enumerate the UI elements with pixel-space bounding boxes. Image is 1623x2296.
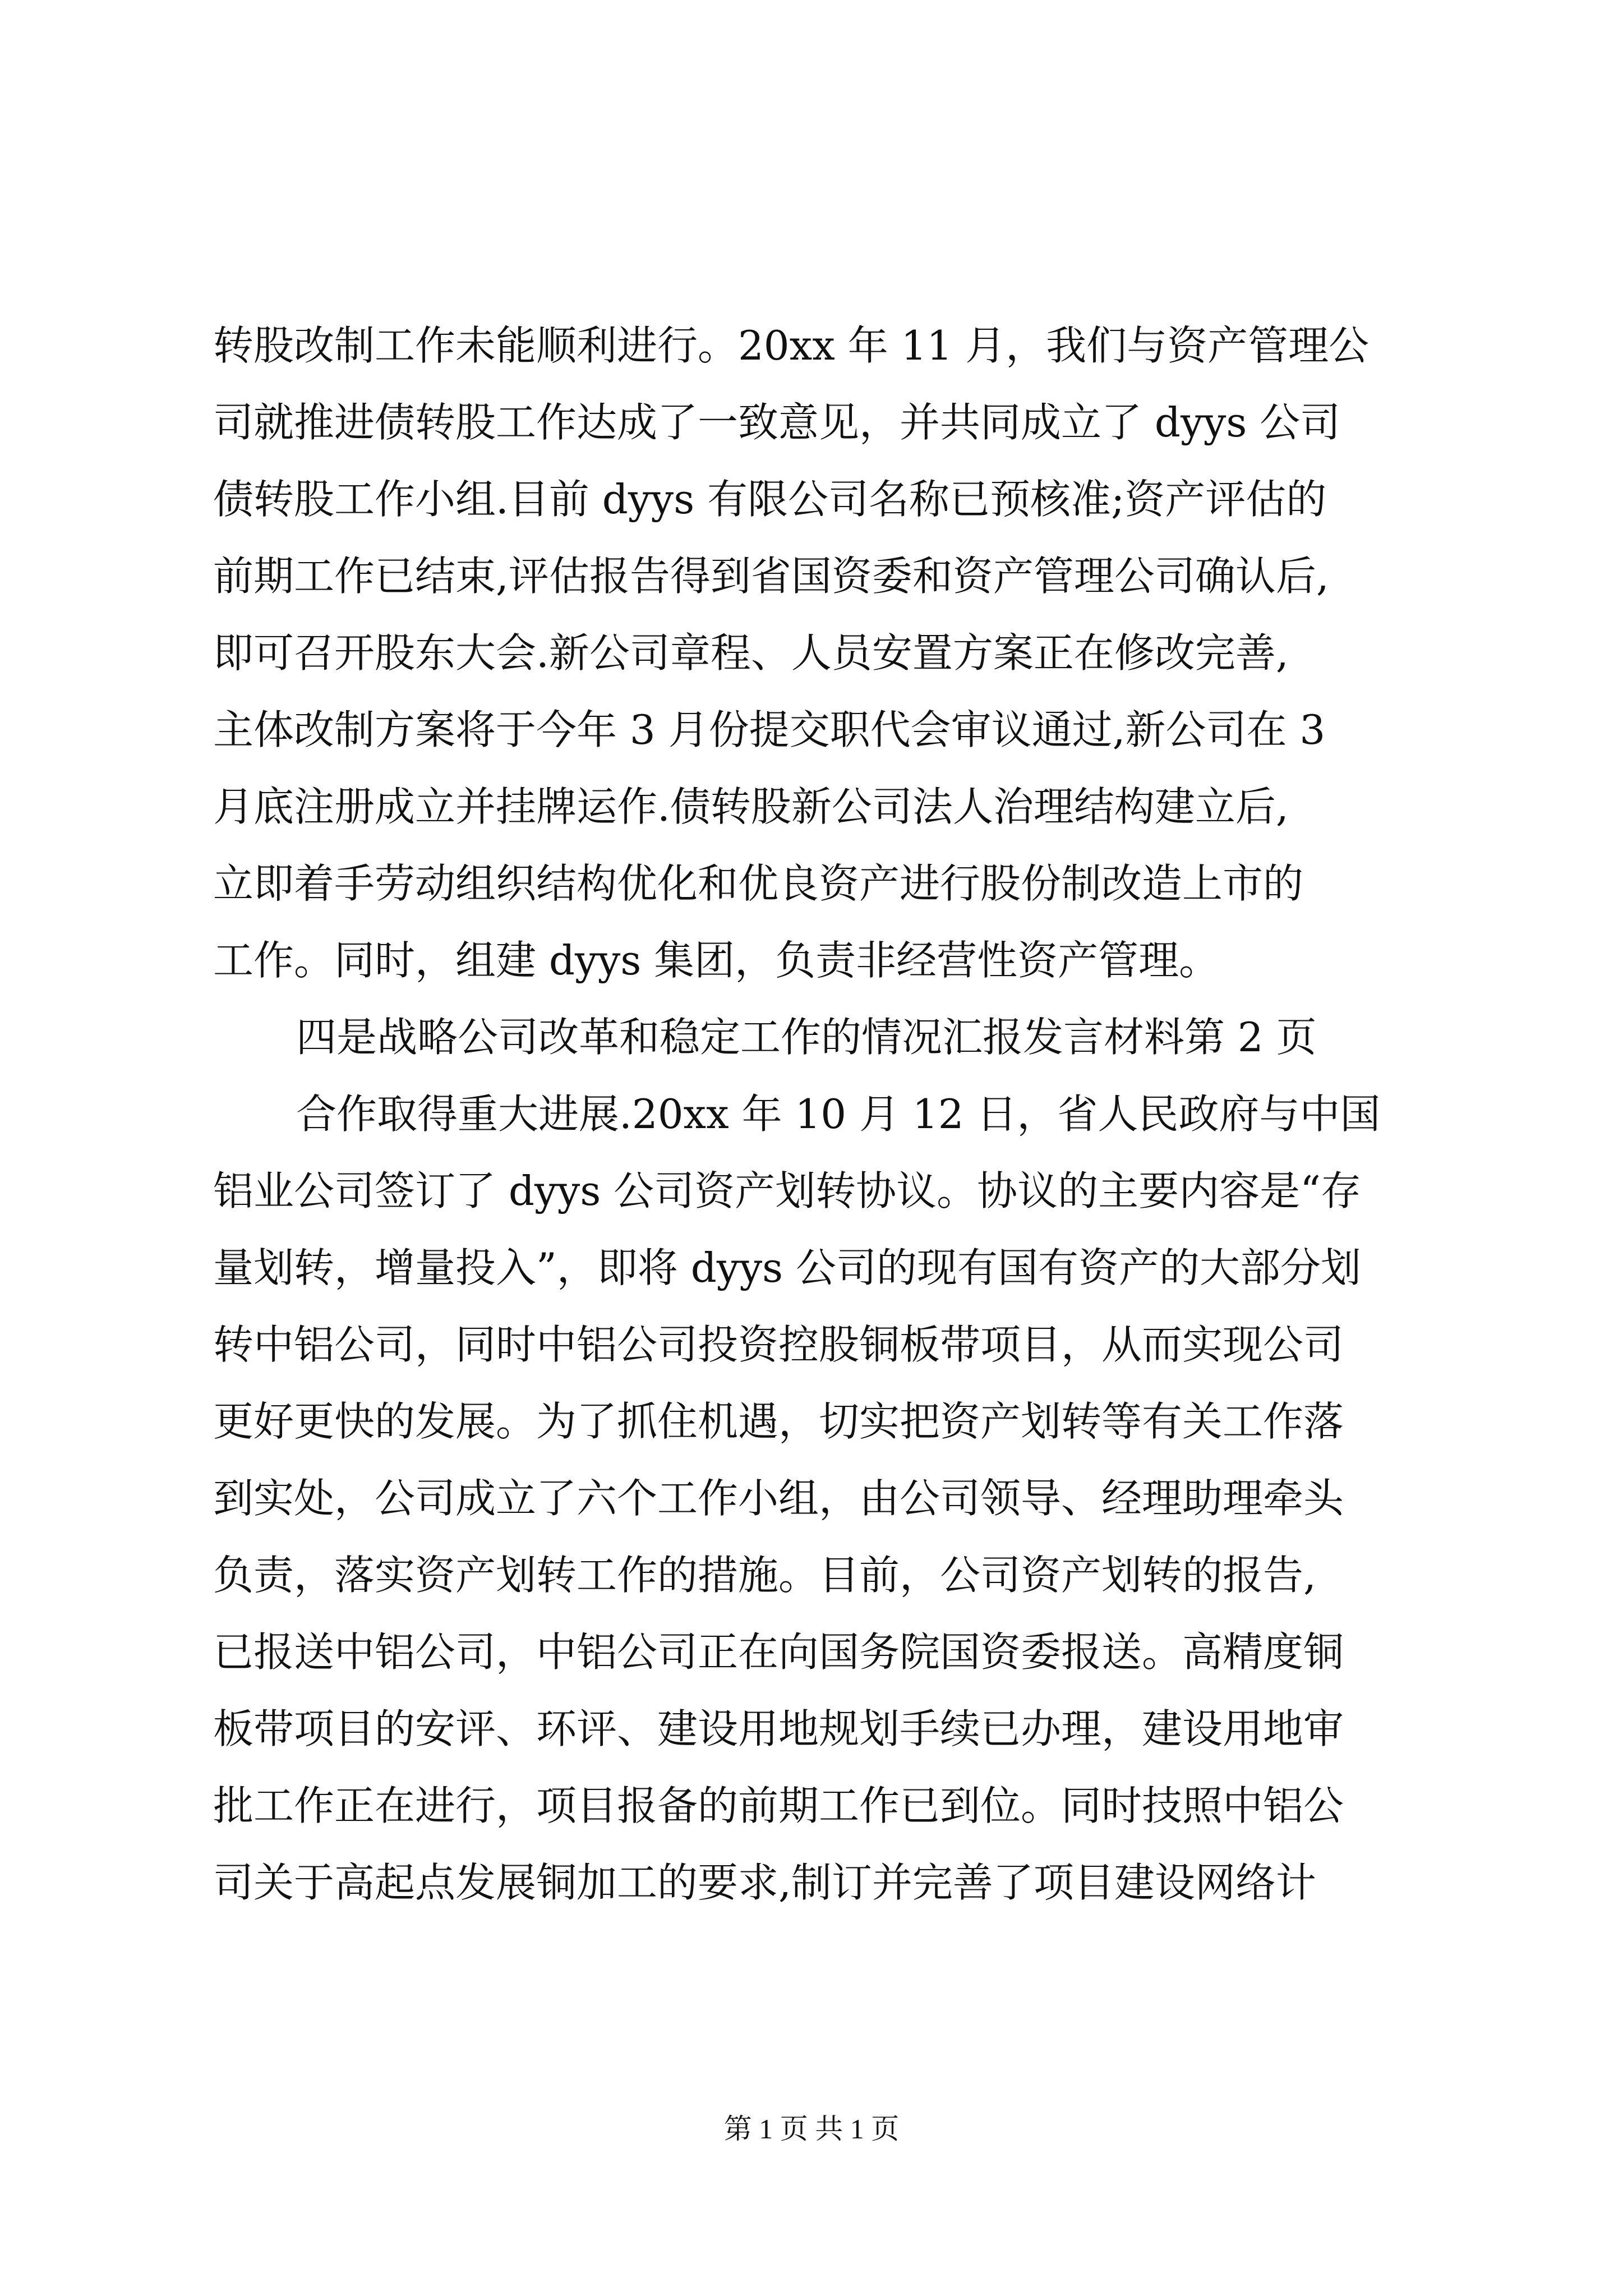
text-line: 已报送中铝公司，中铝公司正在向国务院国资委报送。高精度铜 [213,1628,1344,1676]
text-line: 更好更快的发展。为了抓住机遇，切实把资产划转等有关工作落 [213,1398,1344,1445]
page-number-footer: 第 1 页 共 1 页 [723,2113,900,2145]
section-heading: 四是战略公司改革和稳定工作的情况汇报发言材料第 2 页 [296,1014,1317,1061]
text-line: 司关于高起点发展铜加工的要求,制订并完善了项目建设网络计 [213,1859,1316,1906]
document-body [213,307,1424,1921]
text-line: 债转股工作小组.目前 dyys 有限公司名称已预核准;资产评估的 [213,476,1327,523]
text-line: 工作。同时，组建 dyys 集团，负责非经营性资产管理。 [213,937,1220,984]
text-line: 负责，落实资产划转工作的措施。目前，公司资产划转的报告, [213,1552,1316,1599]
text-line: 主体改制方案将于今年 3 月份提交职代会审议通过,新公司在 3 [213,706,1326,753]
text-line: 前期工作已结束,评估报告得到省国资委和资产管理公司确认后, [213,553,1329,600]
text-line: 铝业公司签订了 dyys 公司资产划转协议。协议的主要内容是“存 [213,1167,1361,1214]
text-line: 量划转，增量投入”，即将 dyys 公司的现有国有资产的大部分划 [213,1244,1361,1291]
text-line: 司就推进债转股工作达成了一致意见，并共同成立了 dyys 公司 [213,399,1341,446]
text-line: 月底注册成立并挂牌运作.债转股新公司法人治理结构建立后, [213,783,1289,830]
text-line: 转中铝公司，同时中铝公司投资控股铜板带项目，从而实现公司 [213,1321,1344,1368]
text-line: 批工作正在进行，项目报备的前期工作已到位。同时技照中铝公 [213,1782,1344,1829]
paragraph-start-line: 合作取得重大进展.20xx 年 10 月 12 日，省人民政府与中国 [296,1091,1381,1138]
text-line: 板带项目的安评、环评、建设用地规划手续已办理，建设用地审 [213,1705,1344,1752]
text-line: 到实处，公司成立了六个工作小组，由公司领导、经理助理牵头 [213,1475,1344,1522]
text-line: 转股改制工作未能顺利进行。20xx 年 11 月，我们与资产管理公 [213,322,1370,369]
text-line: 立即着手劳动组织结构优化和优良资产进行股份制改造上市的 [213,860,1304,907]
text-line: 即可召开股东大会.新公司章程、人员安置方案正在修改完善, [213,629,1289,677]
